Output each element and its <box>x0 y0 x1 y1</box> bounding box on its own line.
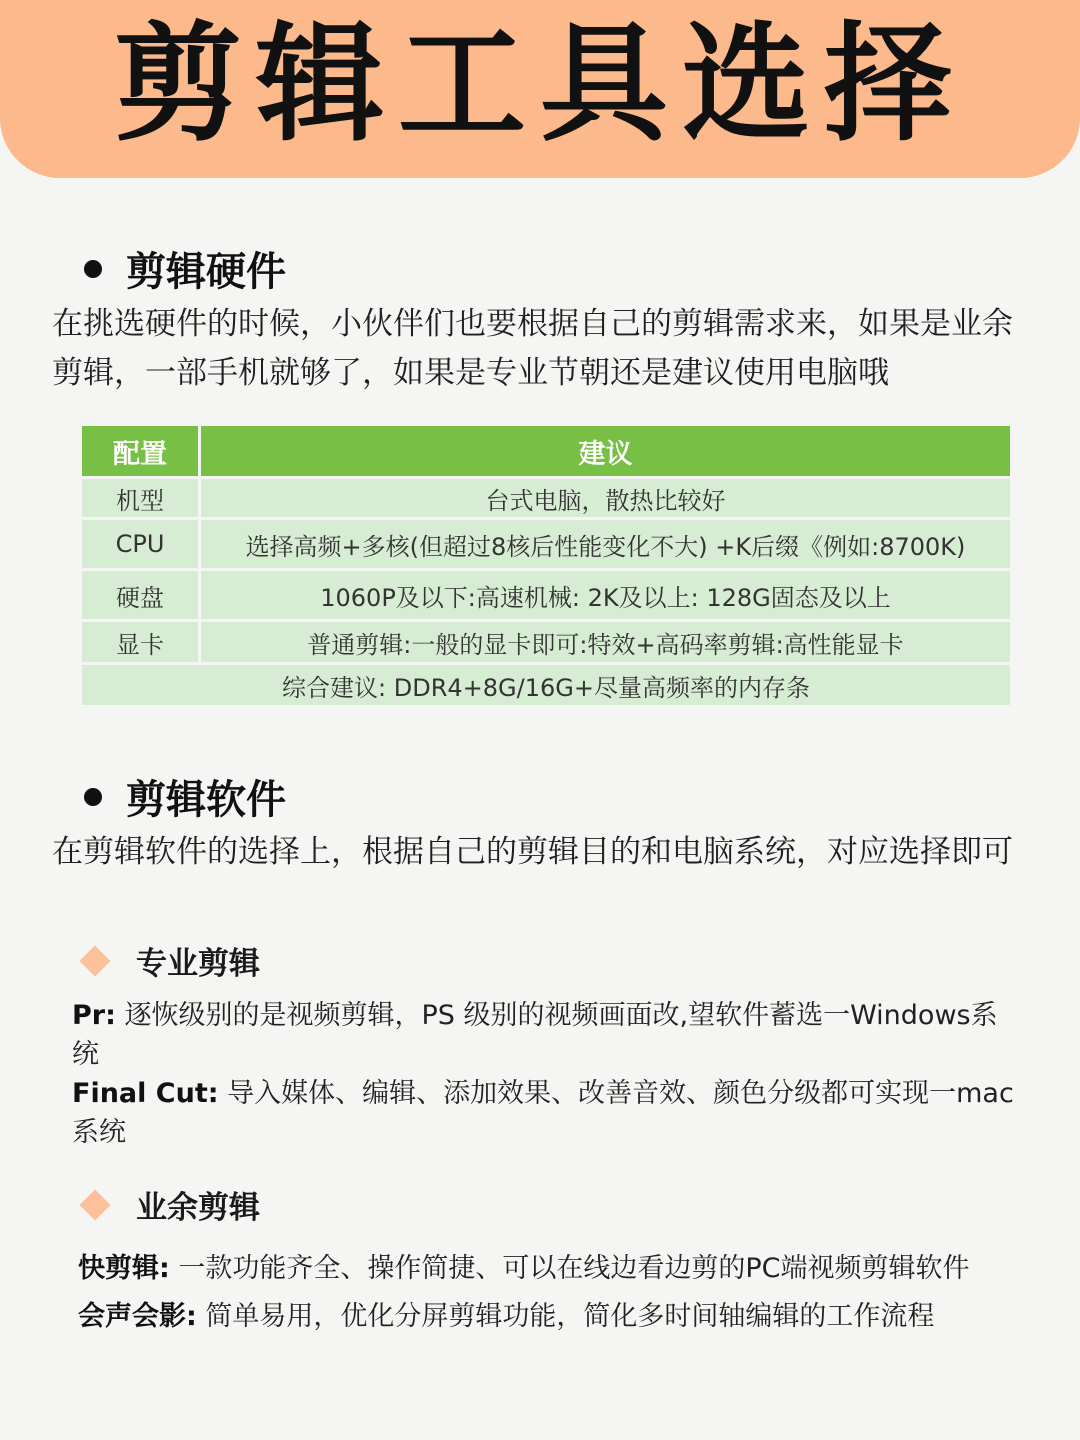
amateur-heading <box>80 1182 260 1227</box>
software-desc: 一款功能齐全、操作简捷、可以在线边看边剪的PC端视频剪辑软件 <box>169 1253 970 1284</box>
table-row <box>82 621 1010 664</box>
table-cell-name: 硬盘 <box>82 570 200 621</box>
software-title: 剪辑软件 <box>126 777 286 823</box>
list-item <box>72 1074 1022 1152</box>
bullet-icon <box>84 260 102 278</box>
software-section-heading <box>84 768 286 825</box>
software-desc: 逐恢级别的是视频剪辑，PS 级别的视频画面改,望软件蓄选一Windows系统 <box>72 1000 998 1070</box>
software-name: Pr: <box>72 1000 116 1031</box>
table-header-advice: 建议 <box>200 426 1011 478</box>
table-header-config: 配置 <box>82 426 200 478</box>
software-desc: 导入媒体、编辑、添加效果、改善音效、颜色分级都可实现一mac系统 <box>72 1078 1014 1148</box>
software-name: 快剪辑: <box>78 1253 170 1284</box>
software-intro: 在剪辑软件的选择上，根据自己的剪辑目的和电脑系统，对应选择即可 <box>52 834 1013 870</box>
header-banner <box>0 0 1080 178</box>
hardware-spec-table <box>82 426 1010 705</box>
table-cell-name: 机型 <box>82 478 200 519</box>
software-desc: 简单易用，优化分屏剪辑功能，简化多时间轴编辑的工作流程 <box>196 1301 935 1332</box>
table-header-row <box>82 426 1010 478</box>
list-item <box>72 996 1022 1074</box>
table-summary-row <box>82 664 1010 706</box>
bullet-icon <box>84 788 102 806</box>
list-item <box>78 1297 1028 1336</box>
table-cell-name: CPU <box>82 519 200 570</box>
table-cell-value: 1060P及以下:高速机械: 2K及以上: 128G固态及以上 <box>200 570 1011 621</box>
software-name: Final Cut: <box>72 1078 219 1109</box>
table-cell-value: 台式电脑，散热比较好 <box>200 478 1011 519</box>
page-title: 剪辑工具选择 <box>113 10 966 159</box>
list-item <box>78 1249 1028 1288</box>
table-row <box>82 519 1010 570</box>
professional-title: 专业剪辑 <box>136 946 260 982</box>
diamond-icon <box>79 945 110 976</box>
professional-heading <box>80 938 260 983</box>
table-row <box>82 478 1010 519</box>
hardware-intro: 在挑选硬件的时候，小伙伴们也要根据自己的剪辑需求来，如果是业余剪辑，一部手机就够了，如果是专业节朝还是建议使用电脑哦 <box>52 306 1013 391</box>
hardware-section-heading <box>84 240 286 297</box>
table-cell-value: 普通剪辑:一般的显卡即可:特效+高码率剪辑:高性能显卡 <box>200 621 1011 664</box>
table-summary-cell: 综合建议: DDR4+8G/16G+尽量高频率的内存条 <box>82 664 1010 706</box>
amateur-title: 业余剪辑 <box>136 1190 260 1226</box>
table-cell-name: 显卡 <box>82 621 200 664</box>
software-name: 会声会影: <box>78 1301 197 1332</box>
diamond-icon <box>79 1189 110 1220</box>
table-cell-value: 选择高频+多核(但超过8核后性能变化不大) +K后缀《例如:8700K) <box>200 519 1011 570</box>
table-row <box>82 570 1010 621</box>
hardware-title: 剪辑硬件 <box>126 249 286 295</box>
